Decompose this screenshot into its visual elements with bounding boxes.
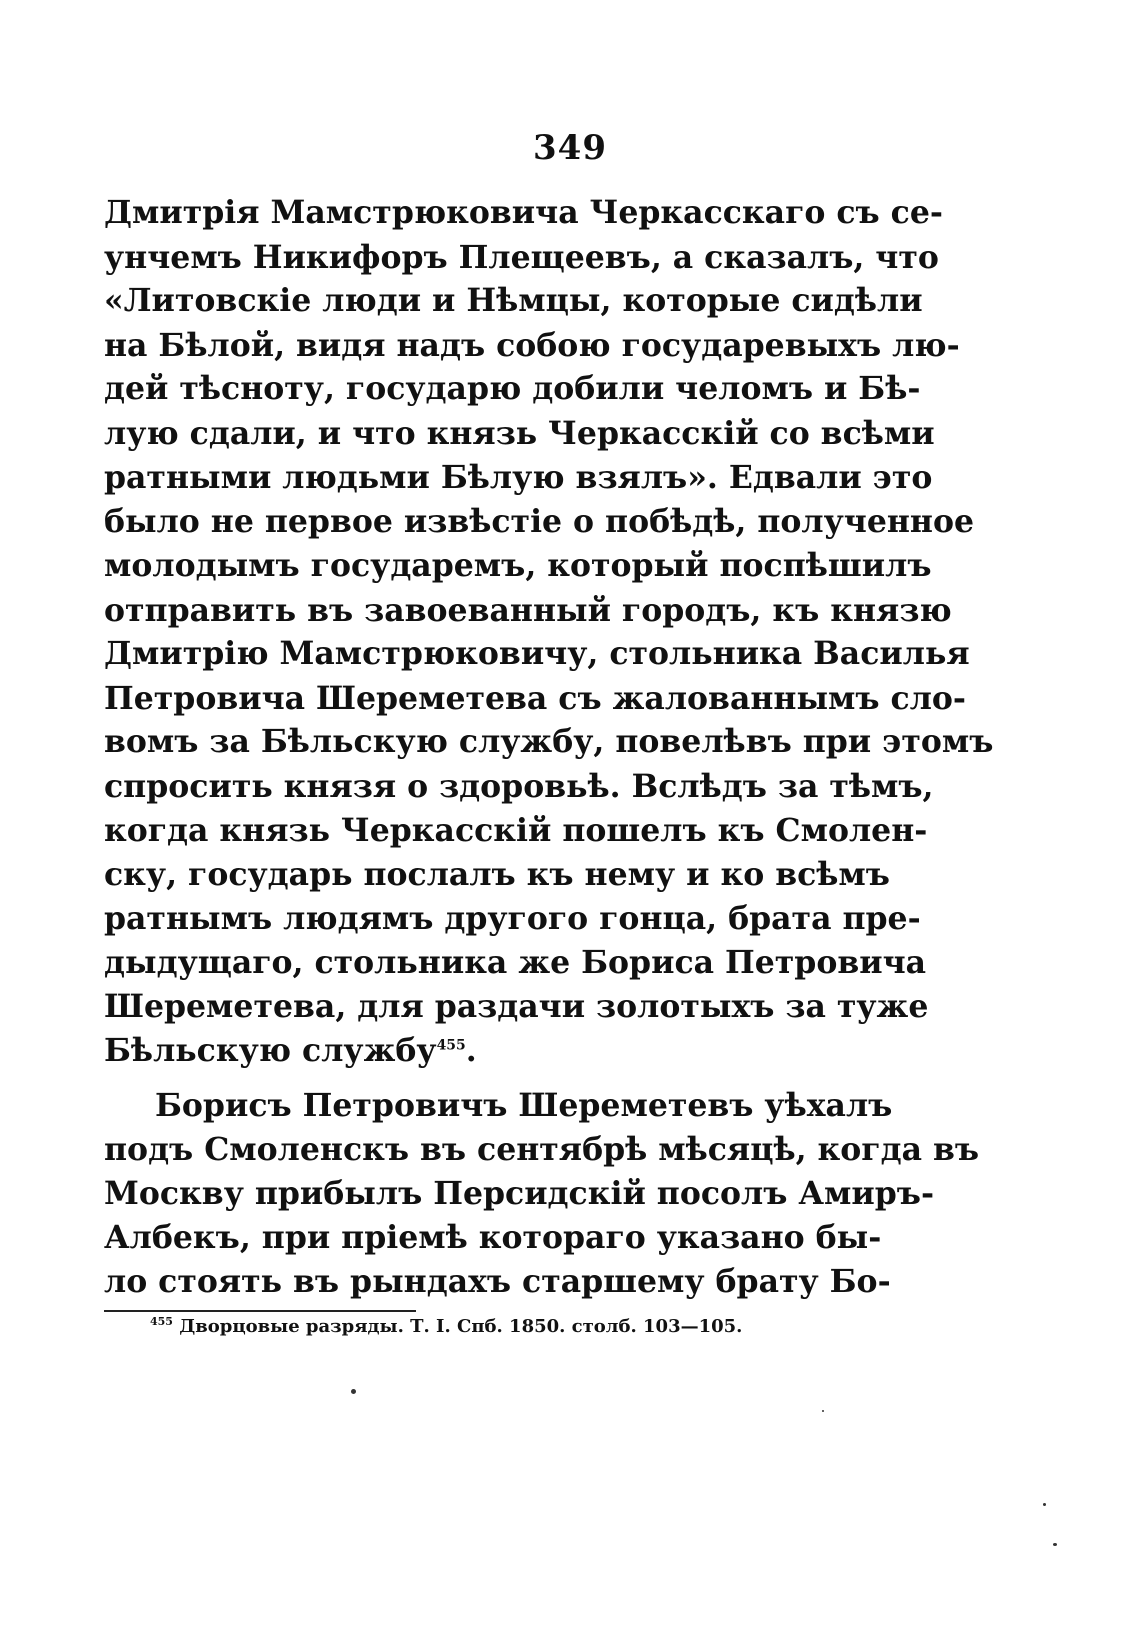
text-line: Москву прибылъ Персидскій посолъ Амиръ- [104, 1175, 935, 1212]
text-line: отправить въ завоеванный городъ, къ князю [104, 592, 952, 629]
text-line [104, 1026, 798, 1076]
text-line: Петровича Шереметева съ жалованнымъ сло- [104, 680, 967, 717]
text-line: ску, государь послалъ къ нему и ко всѣмъ [104, 856, 890, 893]
text-line: ратнымъ людямъ другого гонца, брата пре- [104, 900, 921, 937]
text-line: когда князь Черкасскій пошелъ къ Смолен- [104, 812, 928, 849]
print-speck [1043, 1503, 1046, 1506]
line-end-punctuation: . [465, 1032, 477, 1069]
print-speck [822, 1410, 824, 1412]
text-line: Шереметева, для раздачи золотыхъ за туже [104, 988, 929, 1025]
page-number: 349 [533, 128, 607, 168]
text-line: дей тѣсноту, государю добили челомъ и Бѣ- [104, 370, 921, 407]
footnote-reference: 455 [436, 1037, 466, 1054]
text-line: Албекъ, при пріемѣ котораго указано бы- [104, 1219, 882, 1256]
footnote-number: 455 [150, 1315, 173, 1328]
text-line: на Бѣлой, видя надъ собою государевыхъ лю- [104, 327, 960, 364]
text-line: молодымъ государемъ, который поспѣшилъ [104, 547, 932, 584]
text-line: Борисъ Петровичъ Шереметевъ уѣхалъ [155, 1087, 893, 1124]
text-line: ратными людьми Бѣлую взялъ». Едвали это [104, 459, 933, 496]
print-speck [1053, 1543, 1057, 1546]
text-line: ло стоять въ рындахъ старшему брату Бо- [104, 1263, 891, 1300]
text-line-content: Бѣльскую службу [104, 1032, 437, 1069]
text-line: подъ Смоленскъ въ сентябрѣ мѣсяцѣ, когда въ [104, 1131, 980, 1168]
text-line: Дмитрія Мамстрюковича Черкасскаго съ се- [104, 194, 943, 231]
print-speck [351, 1389, 356, 1394]
text-line: Дмитрію Мамстрюковичу, стольника Василья [104, 635, 970, 672]
footnote-text: Дворцовые разряды. Т. I. Спб. 1850. столб. 103—105. [179, 1316, 743, 1337]
text-line: унчемъ Никифоръ Плещеевъ, а сказалъ, что [104, 239, 939, 276]
text-line: дыдущаго, стольника же Бориса Петровича [104, 944, 927, 981]
footnote [150, 1312, 800, 1342]
text-line: лую сдали, и что князь Черкасскій со всѣми [104, 415, 935, 452]
text-line: было не первое извѣстіе о побѣдѣ, полученное [104, 503, 975, 540]
text-line: «Литовскіе люди и Нѣмцы, которые сидѣли [104, 282, 923, 319]
text-line: вомъ за Бѣльскую службу, повелѣвъ при этомъ [104, 723, 994, 760]
text-line: спросить князя о здоровьѣ. Вслѣдъ за тѣмъ, [104, 768, 934, 805]
